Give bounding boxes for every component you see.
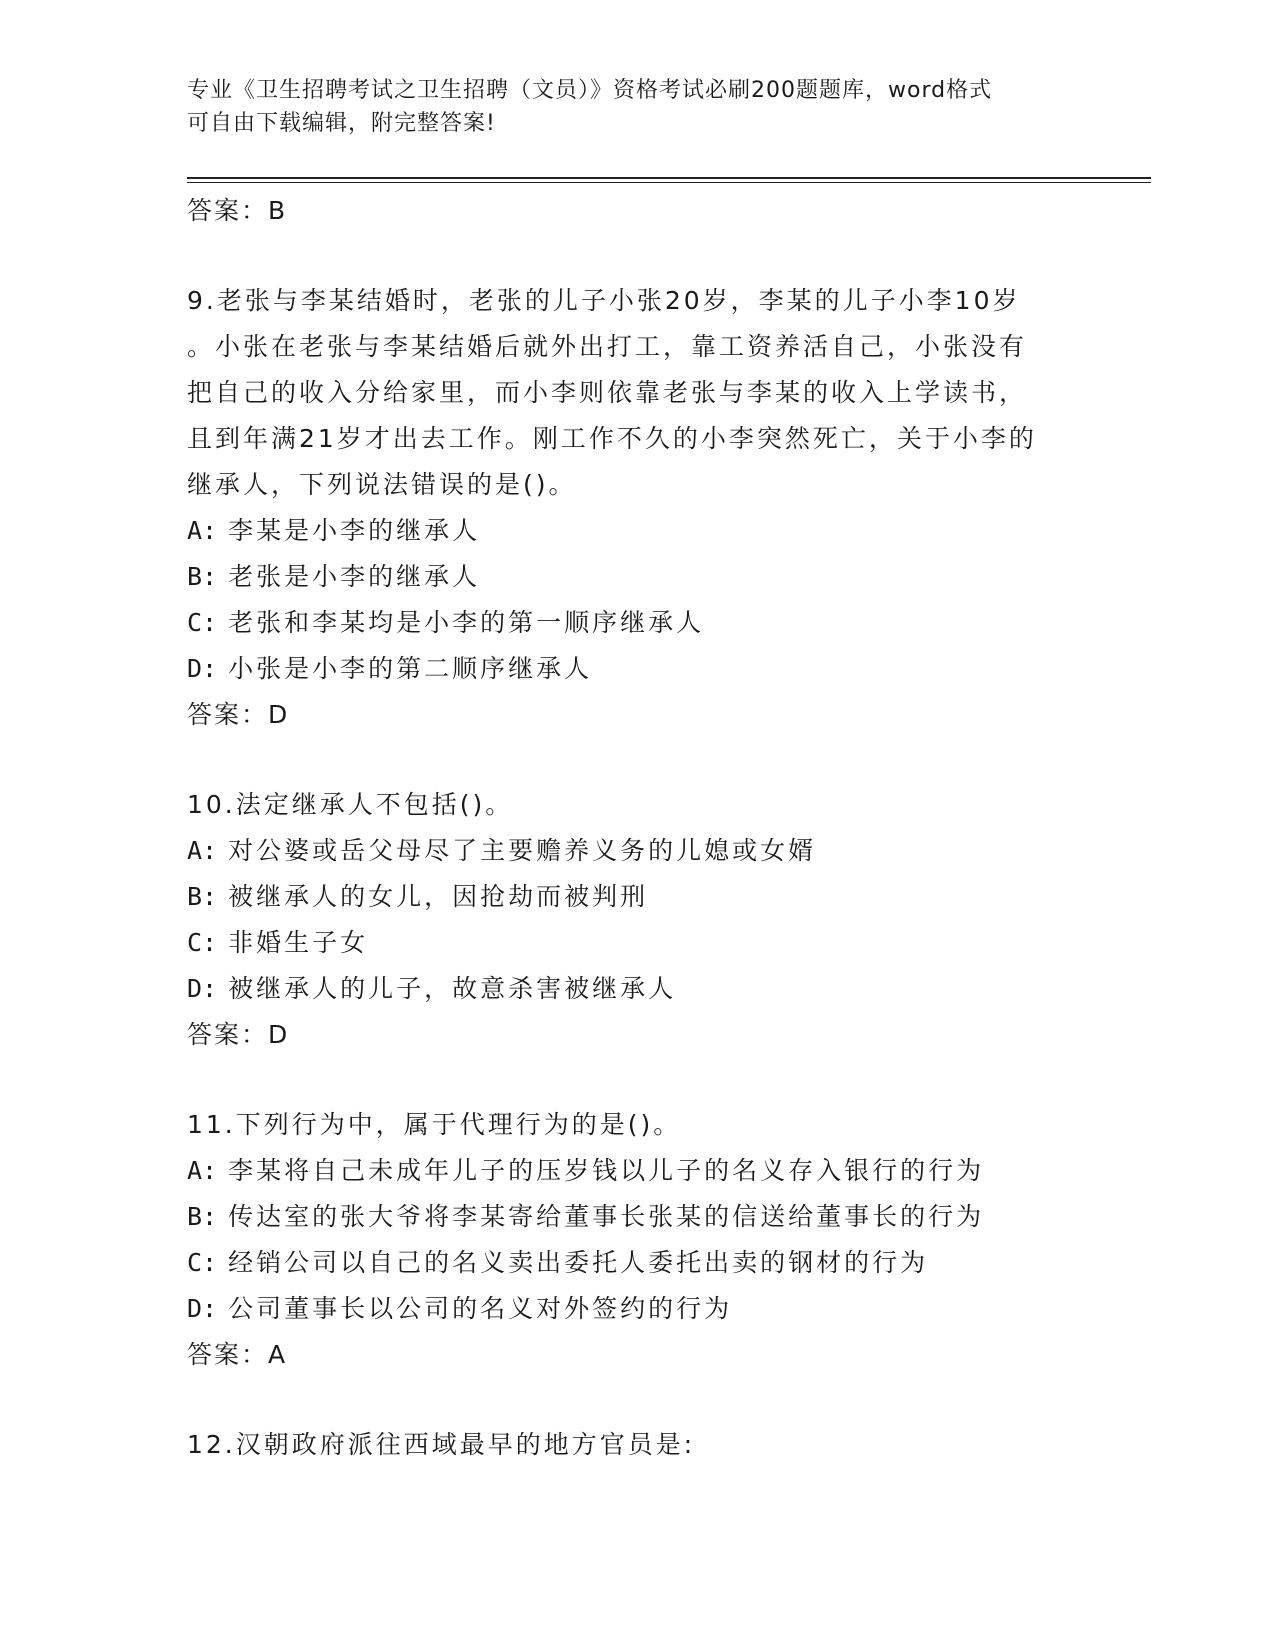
question-line: 11.下列行为中，属于代理行为的是()。 <box>187 1110 682 1139</box>
question-text <box>187 782 1087 828</box>
header-divider <box>187 177 1151 179</box>
answer-line: 答案：D <box>187 700 290 729</box>
option-text: 小张是小李的第二顺序继承人 <box>228 654 593 683</box>
option-letter: D: <box>187 974 218 1003</box>
option-text: 李某将自己未成年儿子的压岁钱以儿子的名义存入银行的行为 <box>228 1156 985 1185</box>
spacer <box>187 234 1087 278</box>
option-text: 经销公司以自己的名义卖出委托人委托出卖的钢材的行为 <box>228 1248 929 1277</box>
option-letter: C: <box>187 608 218 637</box>
question-line: 9.老张与李某结婚时，老张的儿子小张20岁，李某的儿子小李10岁 <box>187 286 1021 315</box>
question-text <box>187 1422 1087 1468</box>
option-letter: A: <box>187 836 218 865</box>
option-letter: A: <box>187 1156 218 1185</box>
question-12 <box>187 1422 1087 1468</box>
option-text: 被继承人的女儿，因抢劫而被判刑 <box>228 882 649 911</box>
option-b <box>187 874 1087 920</box>
option-text: 老张是小李的继承人 <box>228 562 481 591</box>
question-text <box>187 1102 1087 1148</box>
option-c <box>187 600 1087 646</box>
option-text: 非婚生子女 <box>228 928 369 957</box>
option-text: 李某是小李的继承人 <box>228 516 481 545</box>
option-letter: B: <box>187 562 218 591</box>
question-9 <box>187 278 1087 738</box>
option-c <box>187 920 1087 966</box>
question-line: 10.法定继承人不包括()。 <box>187 790 514 819</box>
option-a <box>187 828 1087 874</box>
option-text: 传达室的张大爷将李某寄给董事长张某的信送给董事长的行为 <box>228 1202 985 1231</box>
option-letter: B: <box>187 1202 218 1231</box>
question-line: 12.汉朝政府派往西域最早的地方官员是: <box>187 1430 696 1459</box>
option-d <box>187 646 1087 692</box>
option-b <box>187 1194 1087 1240</box>
answer-line: 答案：D <box>187 1020 290 1049</box>
header-line: 专业《卫生招聘考试之卫生招聘（文员）》资格考试必刷200题题库，word格式 <box>187 78 993 103</box>
header-line: 可自由下载编辑，附完整答案! <box>187 111 496 136</box>
option-text: 对公婆或岳父母尽了主要赡养义务的儿媳或女婿 <box>228 836 817 865</box>
option-a <box>187 508 1087 554</box>
option-c <box>187 1240 1087 1286</box>
option-letter: B: <box>187 882 218 911</box>
option-letter: A: <box>187 516 218 545</box>
option-letter: C: <box>187 1248 218 1277</box>
option-d <box>187 1286 1087 1332</box>
header-divider-thin <box>187 182 1151 183</box>
question-11 <box>187 1102 1087 1378</box>
question-line: 把自己的收入分给家里，而小李则依靠老张与李某的收入上学读书， <box>187 378 1028 407</box>
option-letter: C: <box>187 928 218 957</box>
spacer <box>187 1378 1087 1422</box>
page-header <box>187 74 1087 140</box>
option-b <box>187 554 1087 600</box>
option-letter: D: <box>187 654 218 683</box>
question-line: 。小张在老张与李某结婚后就外出打工，靠工资养活自己，小张没有 <box>187 332 1028 361</box>
option-d <box>187 966 1087 1012</box>
question-line: 继承人，下列说法错误的是()。 <box>187 470 577 499</box>
question-10 <box>187 782 1087 1058</box>
option-text: 被继承人的儿子，故意杀害被继承人 <box>228 974 677 1003</box>
option-letter: D: <box>187 1294 218 1323</box>
option-text: 公司董事长以公司的名义对外签约的行为 <box>228 1294 733 1323</box>
document-body <box>187 188 1087 1468</box>
answer-line: 答案：A <box>187 1340 288 1369</box>
answer-line: 答案：B <box>187 196 288 225</box>
spacer <box>187 738 1087 782</box>
spacer <box>187 1058 1087 1102</box>
option-text: 老张和李某均是小李的第一顺序继承人 <box>228 608 705 637</box>
question-text <box>187 278 1087 508</box>
option-a <box>187 1148 1087 1194</box>
question-line: 且到年满21岁才出去工作。刚工作不久的小李突然死亡，关于小李的 <box>187 424 1037 453</box>
